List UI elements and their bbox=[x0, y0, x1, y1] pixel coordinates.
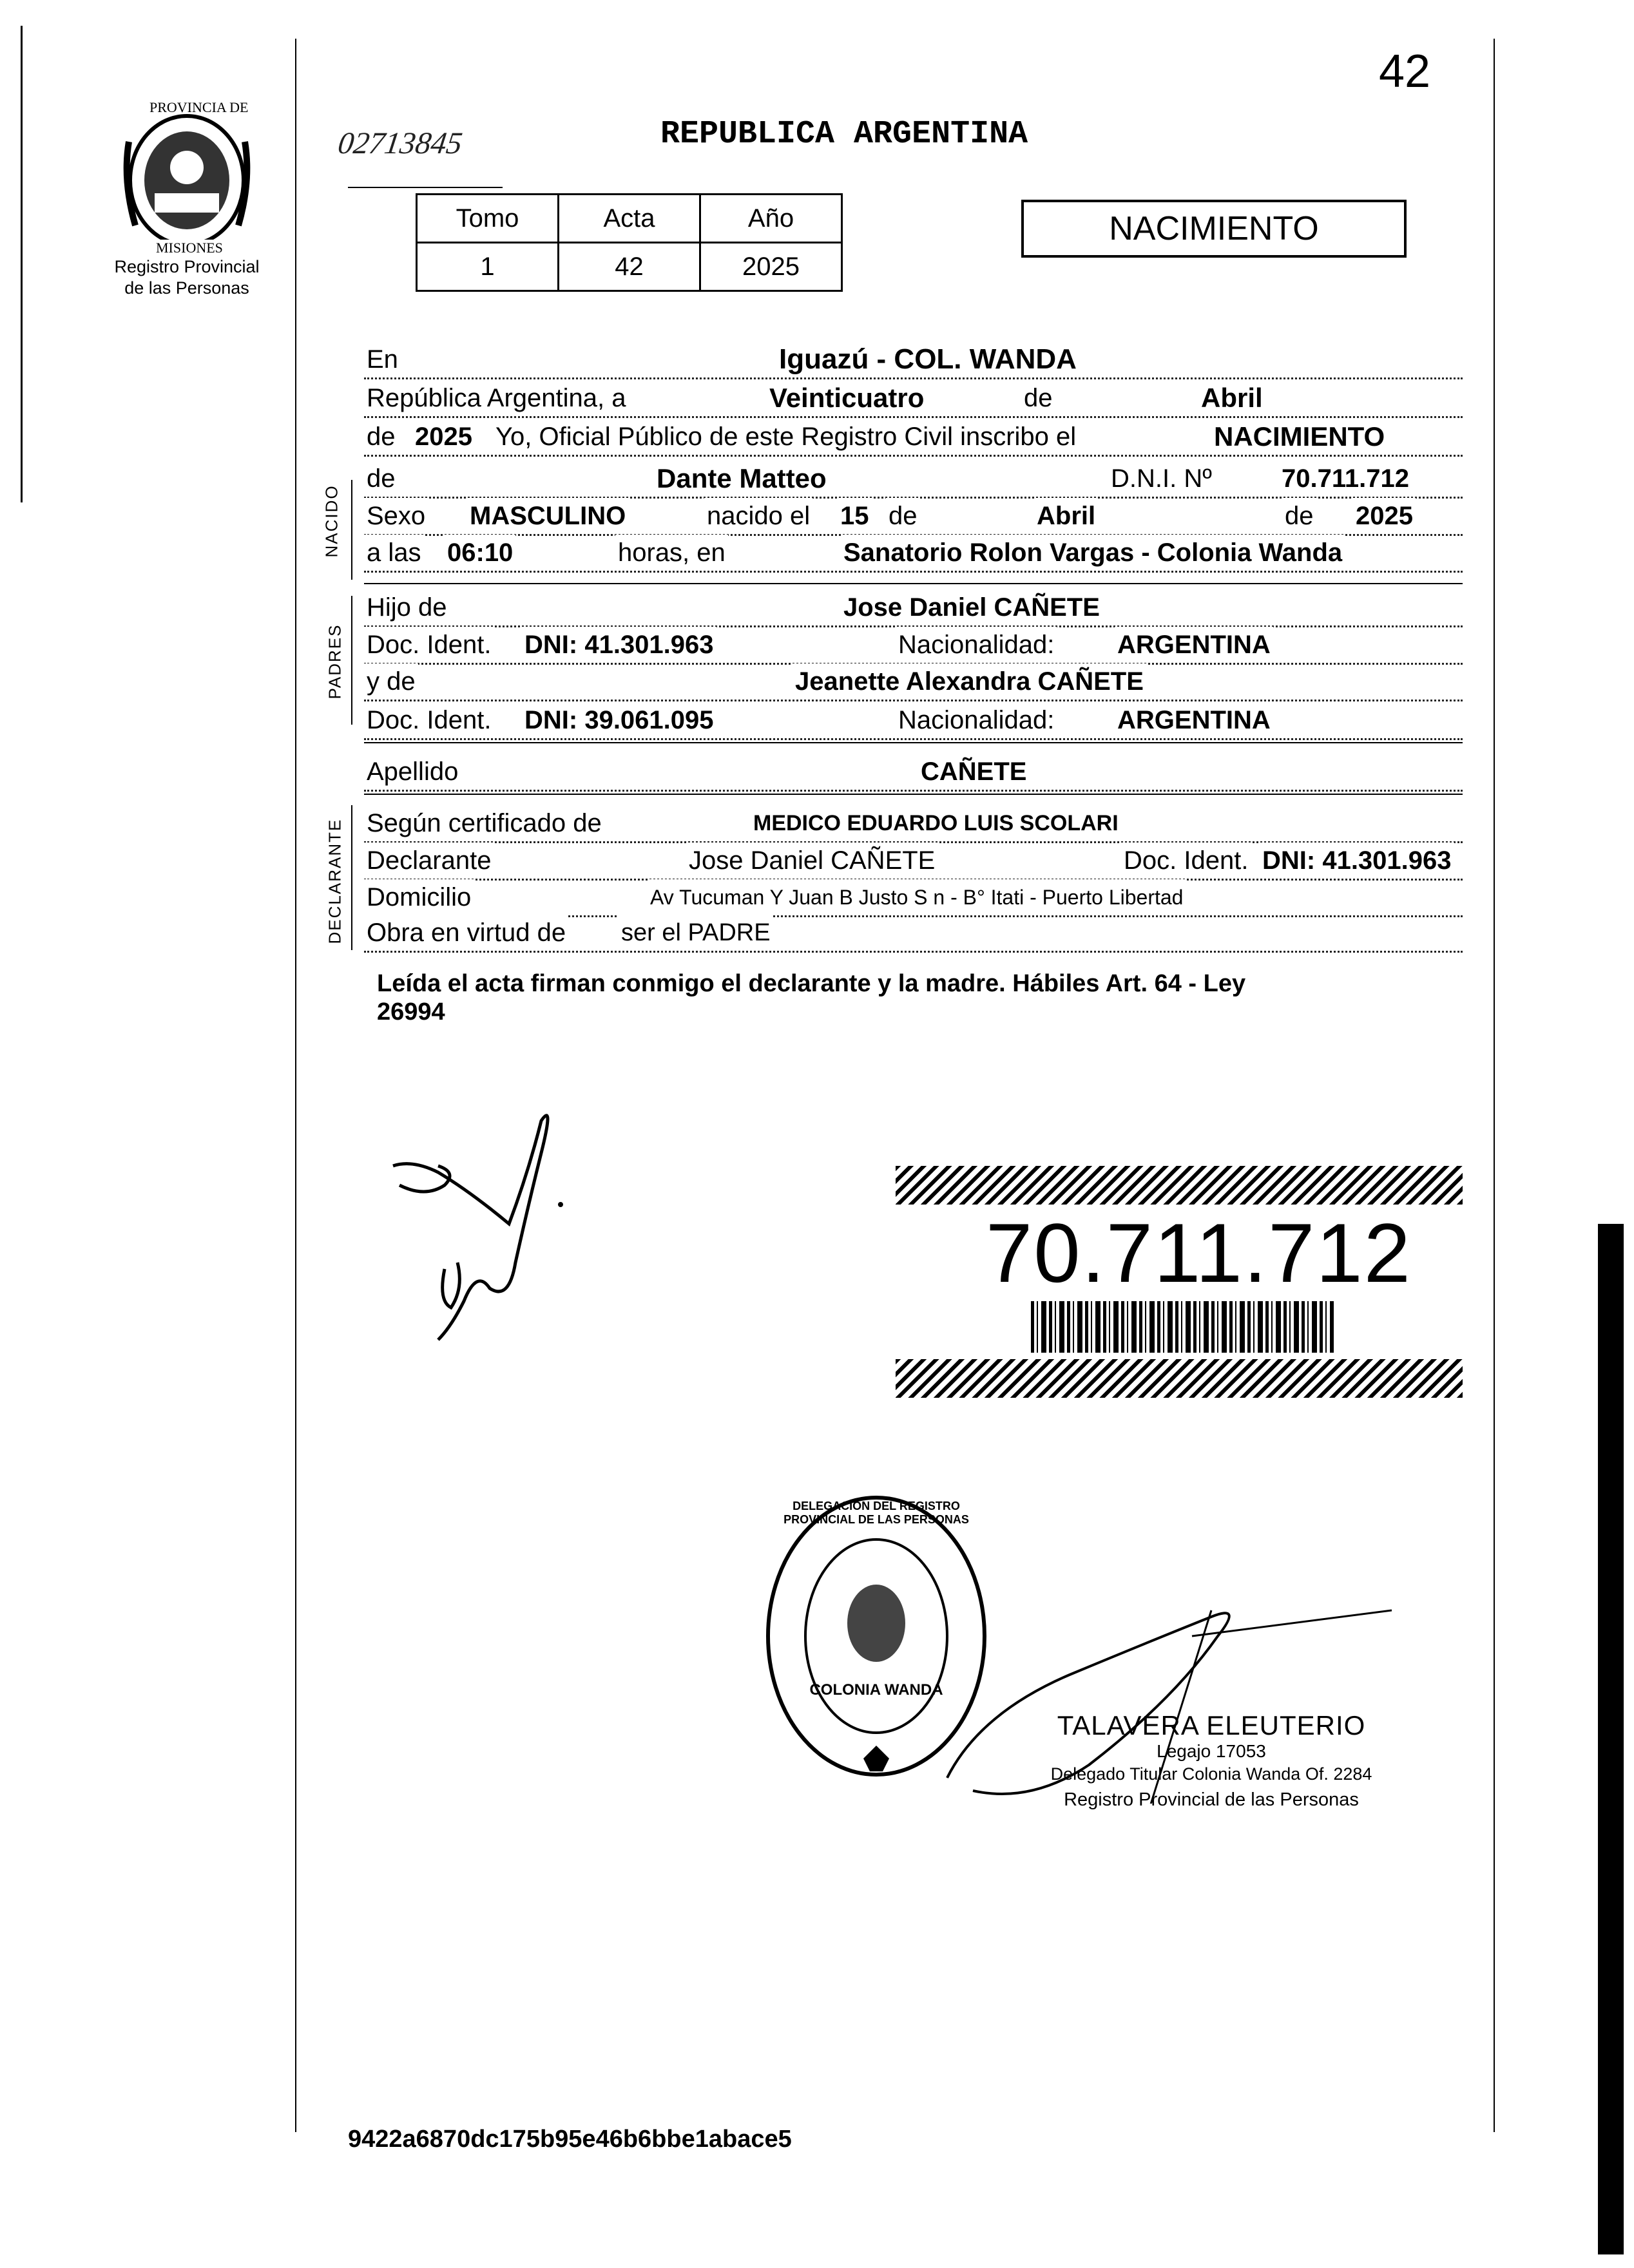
cert-label: Según certificado de bbox=[364, 805, 604, 841]
declarante-label: Declarante bbox=[364, 843, 494, 879]
horas-label: horas, en bbox=[615, 535, 728, 571]
father-doc-label: Doc. Ident. bbox=[364, 627, 494, 663]
obra-value: ser el PADRE bbox=[619, 915, 773, 951]
declarante-doc-label: Doc. Ident. bbox=[1121, 843, 1251, 879]
row-y-de bbox=[364, 663, 1463, 701]
row-nacido-name bbox=[364, 461, 1463, 499]
signature-declarante bbox=[387, 1095, 580, 1372]
dni-label: D.N.I. Nº bbox=[1108, 461, 1215, 497]
barcode-bars bbox=[1031, 1301, 1334, 1353]
mother-name: Jeanette Alexandra CAÑETE bbox=[793, 663, 1146, 700]
declarante-value: Jose Daniel CAÑETE bbox=[686, 843, 937, 879]
birth-place: Sanatorio Rolon Vargas - Colonia Wanda bbox=[841, 535, 1345, 571]
birth-day: 15 bbox=[838, 498, 872, 534]
divider-apellido bbox=[364, 794, 1463, 795]
row-inscribe bbox=[364, 419, 1463, 457]
sexo-value: MASCULINO bbox=[467, 498, 628, 534]
nacido-el-label: nacido el bbox=[704, 498, 812, 534]
year-value: 2025 bbox=[412, 419, 475, 455]
birth-year: 2025 bbox=[1353, 498, 1416, 534]
apellido-value: CAÑETE bbox=[918, 754, 1029, 790]
section-padres: PADRES bbox=[325, 624, 345, 700]
padres-bracket bbox=[351, 596, 352, 725]
declarante-bracket bbox=[351, 805, 352, 950]
father-nationality: ARGENTINA bbox=[1115, 627, 1273, 663]
domicilio-value: Av Tucuman Y Juan B Justo S n - B° Itati - Puerto Libertad bbox=[648, 879, 1186, 915]
row-father-doc bbox=[364, 627, 1463, 665]
serial-number: 02713845 bbox=[336, 126, 465, 160]
row-nacido-sexo bbox=[364, 498, 1463, 536]
month-value: Abril bbox=[1198, 380, 1265, 416]
header-tomo: Tomo bbox=[417, 195, 559, 243]
en-label: En bbox=[364, 341, 401, 377]
nacido-bracket bbox=[351, 480, 352, 580]
de-year-label: de bbox=[364, 419, 398, 455]
country-title: REPUBLICA ARGENTINA bbox=[660, 116, 1028, 153]
barcode-number: 70.711.712 bbox=[986, 1206, 1412, 1300]
official-legajo: Legajo 17053 bbox=[1157, 1741, 1266, 1761]
birth-month: Abril bbox=[1034, 498, 1098, 534]
footer-hash: 9422a6870dc175b95e46b6bbe1abace5 bbox=[348, 2126, 792, 2153]
section-nacido: NACIDO bbox=[322, 484, 341, 558]
stamp-ring-text: DELEGACION DEL REGISTRO PROVINCIAL DE LAS PERSONAS bbox=[783, 1500, 969, 1526]
record-type-box: NACIMIENTO bbox=[1021, 200, 1407, 258]
row-nacido-hora bbox=[364, 535, 1463, 573]
divider-padres bbox=[364, 742, 1463, 743]
father-name: Jose Daniel CAÑETE bbox=[841, 589, 1102, 625]
row-apellido bbox=[364, 754, 1463, 792]
domicilio-label: Domicilio bbox=[364, 879, 474, 915]
official-title: Delegado Titular Colonia Wanda Of. 2284 bbox=[1050, 1764, 1372, 1784]
value-ano: 2025 bbox=[700, 243, 842, 291]
header-acta: Acta bbox=[559, 195, 700, 243]
right-scan-edge bbox=[1598, 1224, 1624, 2254]
section-declarante: DECLARANTE bbox=[325, 818, 345, 944]
de-label: de bbox=[1021, 380, 1055, 416]
official-block bbox=[1031, 1710, 1392, 1811]
official-name: TALAVERA ELEUTERIO bbox=[1057, 1710, 1366, 1740]
y-de-label: y de bbox=[364, 663, 418, 700]
a-las-label: a las bbox=[364, 535, 424, 571]
inscribe-text: Yo, Oficial Público de este Registro Civil inscribo el bbox=[493, 419, 1079, 455]
page-number: 42 bbox=[1379, 46, 1431, 97]
child-dni: 70.711.712 bbox=[1279, 461, 1412, 497]
official-registry: Registro Provincial de las Personas bbox=[1064, 1789, 1359, 1810]
row-mother-doc bbox=[364, 702, 1463, 740]
de-name-label: de bbox=[364, 461, 398, 497]
father-nat-label: Nacionalidad: bbox=[896, 627, 1057, 663]
row-domicilio bbox=[364, 879, 1463, 917]
obra-label: Obra en virtud de bbox=[364, 915, 568, 951]
row-declarante bbox=[364, 843, 1463, 881]
mother-nat-label: Nacionalidad: bbox=[896, 702, 1057, 738]
province-seal bbox=[116, 99, 258, 258]
stamp-inner-text: COLONIA WANDA bbox=[809, 1681, 943, 1699]
de-month-label: de bbox=[886, 498, 920, 534]
header-ano: Año bbox=[700, 195, 842, 243]
value-tomo: 1 bbox=[417, 243, 559, 291]
row-certificado bbox=[364, 805, 1463, 843]
apellido-label: Apellido bbox=[364, 754, 461, 790]
father-doc: DNI: 41.301.963 bbox=[522, 627, 716, 663]
row-hijo-de bbox=[364, 589, 1463, 627]
seal-bottom-text: MISIONES bbox=[156, 240, 223, 256]
inscribe-value: NACIMIENTO bbox=[1211, 419, 1387, 455]
row-obra bbox=[364, 915, 1463, 953]
value-acta: 42 bbox=[559, 243, 700, 291]
hijo-de-label: Hijo de bbox=[364, 589, 450, 625]
security-pattern-top bbox=[896, 1166, 1463, 1205]
place-value: Iguazú - COL. WANDA bbox=[776, 341, 1079, 377]
sexo-label: Sexo bbox=[364, 498, 428, 534]
republic-label: República Argentina, a bbox=[364, 380, 629, 416]
left-margin-line bbox=[21, 26, 23, 502]
divider-nacido bbox=[364, 583, 1463, 584]
cert-value: MEDICO EDUARDO LUIS SCOLARI bbox=[751, 805, 1121, 841]
serial-underline bbox=[348, 187, 503, 188]
security-pattern-bottom bbox=[896, 1359, 1463, 1398]
closing-statement: Leída el acta firman conmigo el declarante y la madre. Hábiles Art. 64 - Ley 26994 bbox=[377, 970, 1246, 1025]
record-table bbox=[416, 193, 843, 292]
row-republic bbox=[364, 380, 1463, 418]
content-left-border bbox=[295, 39, 296, 2132]
day-words: Veinticuatro bbox=[767, 380, 927, 416]
de-year-label2: de bbox=[1282, 498, 1316, 534]
mother-doc-label: Doc. Ident. bbox=[364, 702, 494, 738]
registry-label: Registro Provincial de las Personas bbox=[114, 257, 260, 298]
seal-top-text: PROVINCIA DE bbox=[149, 99, 249, 115]
birth-time: 06:10 bbox=[445, 535, 515, 571]
row-en bbox=[364, 341, 1463, 379]
child-name: Dante Matteo bbox=[654, 461, 829, 497]
mother-nationality: ARGENTINA bbox=[1115, 702, 1273, 738]
declarante-doc: DNI: 41.301.963 bbox=[1260, 843, 1454, 879]
content-right-border bbox=[1494, 39, 1495, 2132]
mother-doc: DNI: 39.061.095 bbox=[522, 702, 716, 738]
